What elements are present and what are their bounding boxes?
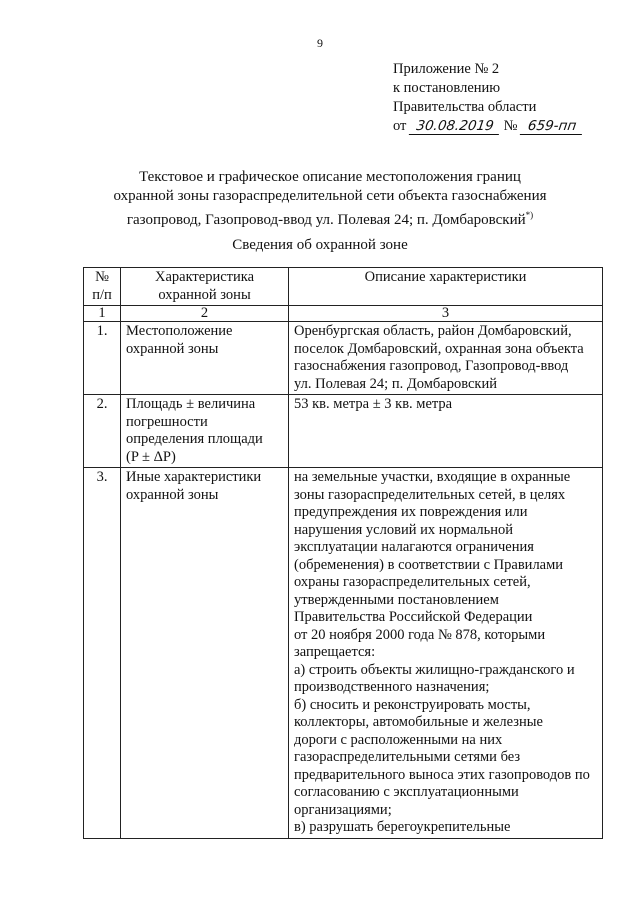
characteristic-line: Площадь ± величина	[126, 396, 256, 412]
page-number: 9	[317, 36, 323, 50]
description-line: от 20 ноября 2000 года № 878, которыми	[294, 626, 546, 643]
characteristic-line: определения площади	[126, 431, 263, 447]
description-line: газоснабжения газопровод, Газопровод-ввод	[294, 358, 569, 374]
protection-zone-table	[83, 267, 603, 839]
row-description	[289, 395, 603, 468]
annex-line-1: Приложение № 2	[393, 61, 500, 77]
description-line: Правительства Российской Федерации	[294, 609, 533, 625]
header-characteristic-line: Характеристика	[154, 269, 255, 285]
column-number: 3	[289, 306, 603, 322]
description-line: организациями;	[294, 801, 392, 818]
description-line: 53 кв. метра ± 3 кв. метра	[294, 396, 453, 412]
annex-header	[393, 60, 583, 136]
footnote-mark: *)	[525, 210, 534, 220]
description-line: дороги с расположенными на них	[294, 731, 503, 748]
table-header-row	[84, 268, 603, 306]
characteristic-line: охранной зоны	[126, 486, 219, 503]
description-line: согласованию с эксплуатационными	[294, 784, 519, 800]
description-line: Оренбургская область, район Домбаровский,	[294, 323, 572, 339]
header-number-line: №	[95, 269, 109, 285]
description-line: охраны газораспределительных сетей,	[294, 574, 531, 590]
description-line: а) строить объекты жилищно-гражданского и	[294, 661, 575, 678]
handwritten-number: 659-пп	[520, 118, 584, 135]
header-characteristic	[121, 268, 289, 306]
description-line: предупреждения их повреждения или	[294, 504, 528, 520]
column-number: 1	[84, 306, 121, 322]
description-line: эксплуатации налагаются ограничения	[294, 539, 534, 555]
description-line: газораспределительными сетями без	[294, 749, 521, 765]
characteristic-line: Местоположение	[126, 323, 233, 339]
row-characteristic	[121, 322, 289, 395]
row-characteristic	[121, 468, 289, 839]
description-line: (обременения) в соответствии с Правилами	[294, 556, 564, 573]
description-line: коллекторы, автомобильные и железные	[294, 714, 543, 730]
row-description	[289, 322, 603, 395]
header-number-line: п/п	[92, 286, 112, 303]
characteristic-line: погрешности	[126, 413, 208, 430]
description-line: на земельные участки, входящие в охранные	[294, 469, 571, 485]
characteristic-line: Иные характеристики	[126, 469, 262, 485]
header-description: Описание характеристики	[289, 268, 603, 306]
characteristic-line: (P ± ΔP)	[126, 448, 176, 465]
description-line: поселок Домбаровский, охранная зона объекта	[294, 340, 584, 357]
description-line: зоны газораспределительных сетей, в целях	[294, 486, 566, 503]
annex-date-line	[393, 117, 583, 136]
row-number: 2.	[84, 395, 121, 468]
row-number: 1.	[84, 322, 121, 395]
column-number-row	[84, 306, 603, 322]
description-line: утвержденными постановлением	[294, 591, 499, 608]
title-line-3	[60, 206, 600, 230]
row-number: 3.	[84, 468, 121, 839]
description-line: предварительного выноса этих газопроводов по	[294, 766, 590, 783]
header-number	[84, 268, 121, 306]
description-line: ул. Полевая 24; п. Домбаровский	[294, 375, 497, 392]
table-row	[84, 468, 603, 839]
row-description	[289, 468, 603, 839]
row-characteristic	[121, 395, 289, 468]
description-line: в) разрушать берегоукрепительные	[294, 819, 511, 835]
annex-line-3: Правительства области	[393, 99, 537, 115]
annex-line-2: к постановлению	[393, 80, 501, 96]
header-characteristic-line: охранной зоны	[158, 286, 251, 303]
handwritten-date: 30.08.2019	[409, 118, 501, 135]
characteristic-line: охранной зоны	[126, 340, 219, 357]
document-title	[60, 168, 600, 230]
table-row	[84, 322, 603, 395]
section-subtitle: Сведения об охранной зоне	[232, 237, 408, 253]
table-row	[84, 395, 603, 468]
description-line: б) сносить и реконструировать мосты,	[294, 696, 531, 713]
description-line: нарушения условий их нормальной	[294, 521, 514, 538]
description-line: запрещается:	[294, 644, 376, 660]
column-number: 2	[121, 306, 289, 322]
from-label: от	[393, 118, 407, 134]
title-line-1: Текстовое и графическое описание местоположения границ	[139, 169, 521, 185]
description-line: производственного назначения;	[294, 679, 490, 695]
number-label: №	[503, 118, 518, 134]
title-line-2: охранной зоны газораспределительной сети объекта газоснабжения	[113, 188, 547, 204]
title-line-3-text: газопровод, Газопровод-ввод ул. Полевая 24; п. Домбаровский	[126, 212, 526, 228]
